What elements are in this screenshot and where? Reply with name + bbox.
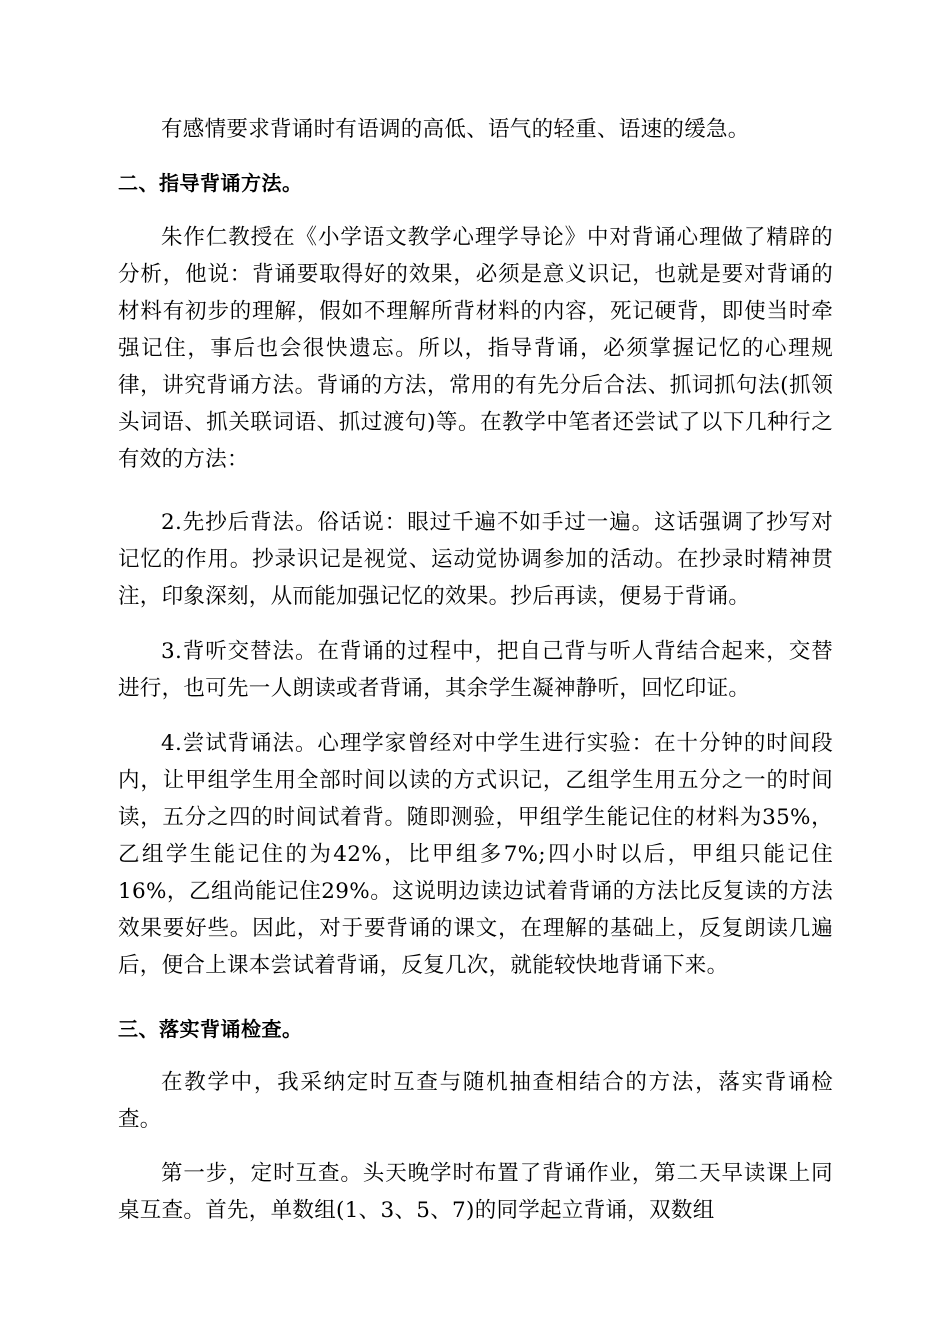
paragraph-zhu-zuoren-analysis: 朱作仁教授在《小学语文教学心理学导论》中对背诵心理做了精辟的分析，他说：背诵要取得好的效果，必须是意义识记，也就是要对背诵的材料有初步的理解，假如不理解所背材料的内容，死记硬背，即使当时牵强记住，事后也会很快遗忘。所以，指导背诵，必须掌握记忆的心理规律，讲究背诵方法。背诵的方法，常用的有先分后合法、抓词抓句法(抓领头词语、抓关联词语、抓过渡句)等。在教学中笔者还尝试了以下几种行之有效的方法： <box>118 225 833 472</box>
section-heading-implement-check: 三、落实背诵检查。 <box>118 1017 303 1041</box>
paragraph-check-method: 在教学中，我采纳定时互查与随机抽查相结合的方法，落实背诵检查。 <box>118 1070 833 1132</box>
section-heading-guide-recitation: 二、指导背诵方法。 <box>118 171 303 195</box>
paragraph-method-alternate-recite-listen: 3.背听交替法。在背诵的过程中，把自己背与听人背结合起来，交替进行，也可先一人朗读或者背诵，其余学生凝神静听，回忆印证。 <box>118 639 833 701</box>
paragraph-method-copy-then-recite: 2.先抄后背法。俗话说：眼过千遍不如手过一遍。这话强调了抄写对记忆的作用。抄录识记是视觉、运动觉协调参加的活动。在抄录时精神贯注，印象深刻，从而能加强记忆的效果。抄后再读，便易于背诵。 <box>118 510 833 609</box>
paragraph-step-one-mutual-check: 第一步，定时互查。头天晚学时布置了背诵作业，第二天早读课上同桌互查。首先，单数组(1、3、5、7)的同学起立背诵，双数组 <box>118 1161 833 1223</box>
paragraph-method-trial-recitation: 4.尝试背诵法。心理学家曾经对中学生进行实验：在十分钟的时间段内，让甲组学生用全部时间以读的方式识记，乙组学生用五分之一的时间读，五分之四的时间试着背。随即测验，甲组学生能记住的材料为35%，乙组学生能记住的为42%，比甲组多7%;四小时以后，甲组只能记住16%，乙组尚能记住29%。这说明边读边试着背诵的方法比反复读的方法效果要好些。因此，对于要背诵的课文，在理解的基础上，反复朗读几遍后，便合上课本尝试着背诵，反复几次，就能较快地背诵下来。 <box>118 731 833 978</box>
paragraph-recitation-intonation: 有感情要求背诵时有语调的高低、语气的轻重、语速的缓急。 <box>161 117 750 142</box>
